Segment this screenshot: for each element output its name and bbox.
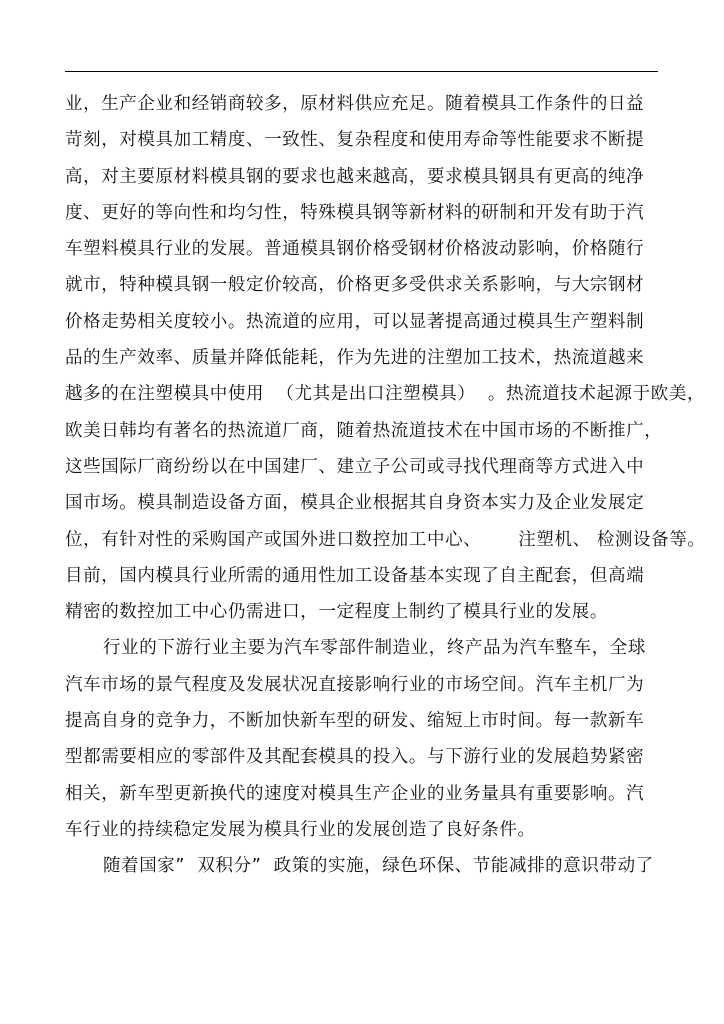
text-line: 精密的数控加工中心仍需进口，一定程度上制约了模具行业的发展。 [65, 602, 608, 623]
text-line: 欧美日韩均有著名的热流道厂商，随着热流道技术在中国市场的不断推广， [65, 420, 663, 441]
text-line: 目前，国内模具行业所需的通用性加工设备基本实现了自主配套，但高端 [65, 565, 645, 586]
text-line: 相关，新车型更新换代的速度对模具生产企业的业务量具有重要影响。汽 [65, 783, 645, 804]
page-body [65, 91, 706, 890]
text-line: 业，生产企业和经销商较多，原材料供应充足。随着模具工作条件的日益 [65, 94, 645, 114]
text-line: 国市场。模具制造设备方面，模具企业根据其自身资本实力及企业发展定 [65, 493, 645, 514]
text-line: 随着国家” 双积分” 政策的实施，绿色环保、节能减排的意识带动了 [103, 856, 654, 877]
text-line: 位，有针对性的采购国产或国外进口数控加工中心、 注塑机、 检测设备等。 [65, 529, 706, 550]
text-line: 度、更好的等向性和均匀性，特殊模具钢等新材料的研制和开发有助于汽 [65, 202, 645, 223]
text-line: 这些国际厂商纷纷以在中国建厂、建立子公司或寻找代理商等方式进入中 [65, 456, 645, 477]
paragraph-downstream [65, 635, 665, 853]
text-line: 提高自身的竞争力，不断加快新车型的研发、缩短上市时间。每一款新车 [65, 711, 645, 732]
text-line: 苛刻，对模具加工精度、一致性、复杂程度和使用寿命等性能要求不断提 [65, 130, 645, 151]
text-line: 价格走势相关度较小。热流道的应用，可以显著提高通过模具生产塑料制 [65, 311, 645, 332]
text-line: 车塑料模具行业的发展。普通模具钢价格受钢材价格波动影响，价格随行 [65, 239, 645, 260]
paragraph-materials [65, 91, 706, 635]
text-line: 品的生产效率、质量并降低能耗，作为先进的注塑加工技术，热流道越来 [65, 348, 645, 369]
paragraph-dual-credit [65, 853, 665, 889]
text-line: 高，对主要原材料模具钢的要求也越来越高，要求模具钢具有更高的纯净 [65, 166, 645, 187]
text-line: 就市，特种模具钢一般定价较高，价格更多受供求关系影响，与大宗钢材 [65, 275, 645, 296]
text-line: 车行业的持续稳定发展为模具行业的发展创造了良好条件。 [65, 819, 536, 840]
header-rule [65, 71, 658, 72]
text-line: 行业的下游行业主要为汽车零部件制造业，终产品为汽车整车，全球 [103, 638, 646, 659]
text-line: 越多的在注塑模具中使用 （尤其是出口注塑模具） 。热流道技术起源于欧美， [65, 384, 706, 405]
text-line: 型都需要相应的零部件及其配套模具的投入。与下游行业的发展趋势紧密 [65, 747, 645, 768]
text-line: 汽车市场的景气程度及发展状况直接影响行业的市场空间。汽车主机厂为 [65, 674, 645, 695]
